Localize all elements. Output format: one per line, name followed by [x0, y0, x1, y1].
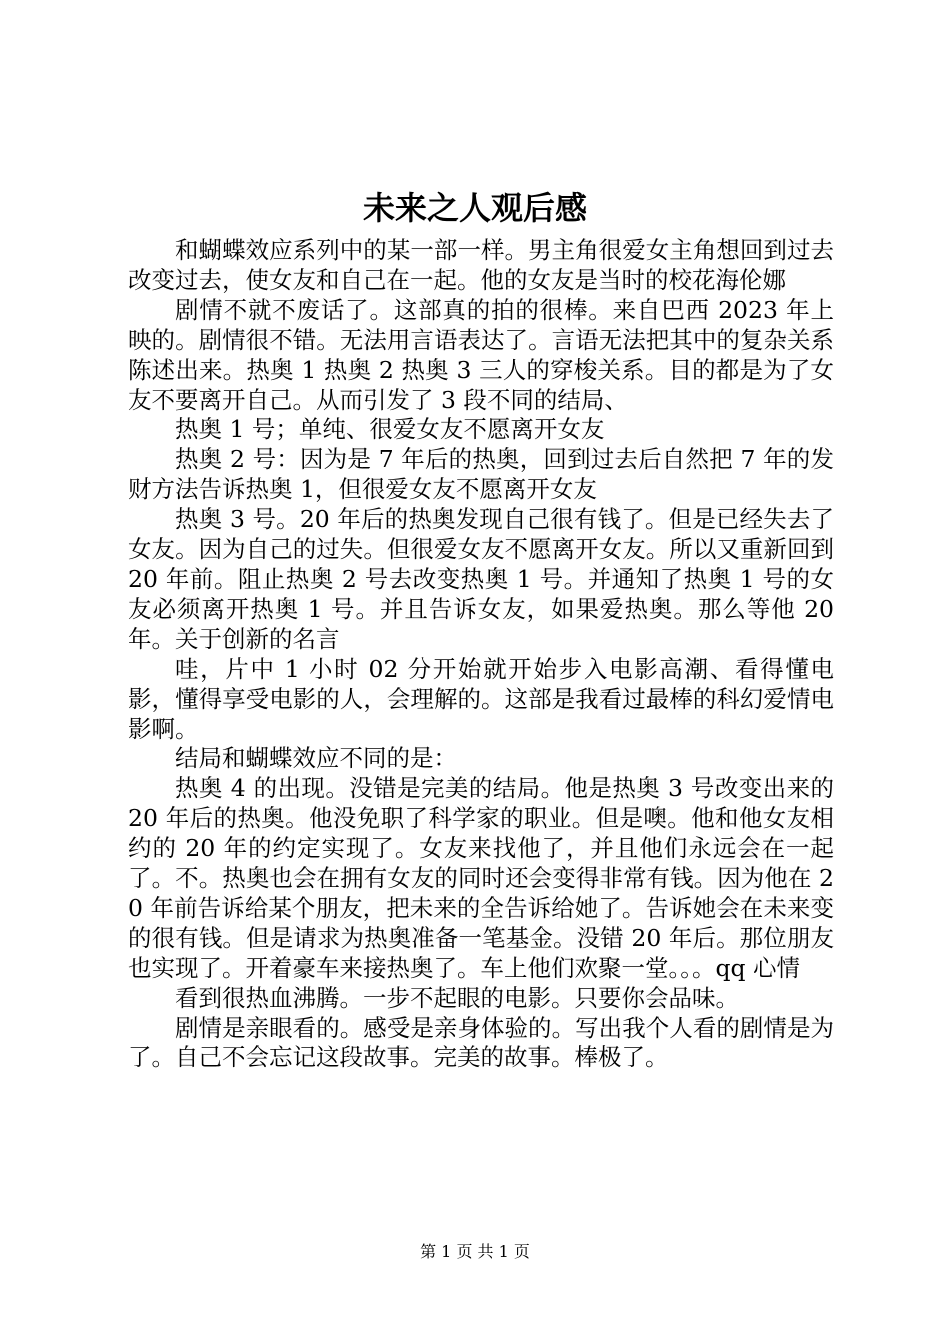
paragraph: 剧情不就不废话了。这部真的拍的很棒。来自巴西 2023 年上映的。剧情很不错。无法用言语表达了。言语无法把其中的复杂关系陈述出来。热奥 1 热奥 2 热奥 3 三人的穿梭关系。目的都是为了女友不要离开自己。从而引发了 3 段不同的结局、 — [128, 295, 834, 414]
paragraph: 剧情是亲眼看的。感受是亲身体验的。写出我个人看的剧情是为了。自己不会忘记这段故事。完美的故事。棒极了。 — [128, 1013, 834, 1072]
document-title: 未来之人观后感 — [362, 189, 587, 227]
paragraph: 热奥 4 的出现。没错是完美的结局。他是热奥 3 号改变出来的 20 年后的热奥。他没免职了科学家的职业。但是噢。他和他女友相约的 20 年的约定实现了。女友来找他了，并且他们永远会在一起了。不。热奥也会在拥有女友的同时还会变得非常有钱。因为他在 20 年前告诉给某个朋友，把未来的全告诉给她了。告诉她会在未来变的很有钱。但是请求为热奥准备一笔基金。没错 20 年后。那位朋友也实现了。开着豪车来接热奥了。车上他们欢聚一堂。。。qq 心情 — [128, 774, 834, 982]
paragraph: 热奥 2 号：因为是 7 年后的热奥，回到过去后自然把 7 年的发财方法告诉热奥 1，但很爱女友不愿离开女友 — [128, 445, 834, 504]
paragraph: 热奥 1 号；单纯、很爱女友不愿离开女友 — [175, 415, 605, 444]
paragraph: 和蝴蝶效应系列中的某一部一样。男主角很爱女主角想回到过去改变过去，使女友和自己在一起。他的女友是当时的校花海伦娜 — [128, 236, 834, 294]
paragraph: 看到很热血沸腾。一步不起眼的电影。只要你会品味。 — [175, 983, 739, 1012]
page-number-footer: 第 1 页 共 1 页 — [420, 1242, 530, 1261]
paragraph: 哇，片中 1 小时 02 分开始就开始步入电影高潮、看得懂电影，懂得享受电影的人，会理解的。这部是我看过最棒的科幻爱情电影啊。 — [128, 654, 834, 743]
paragraph: 热奥 3 号。20 年后的热奥发现自己很有钱了。但是已经失去了女友。因为自己的过失。但很爱女友不愿离开女友。所以又重新回到 20 年前。阻止热奥 2 号去改变热奥 1 号。并通知了热奥 1 号的女友必须离开热奥 1 号。并且告诉女友，如果爱热奥。那么等他 20 年。关于创新的名言 — [128, 505, 834, 653]
document-body — [128, 236, 834, 1073]
paragraph: 结局和蝴蝶效应不同的是： — [175, 744, 457, 773]
